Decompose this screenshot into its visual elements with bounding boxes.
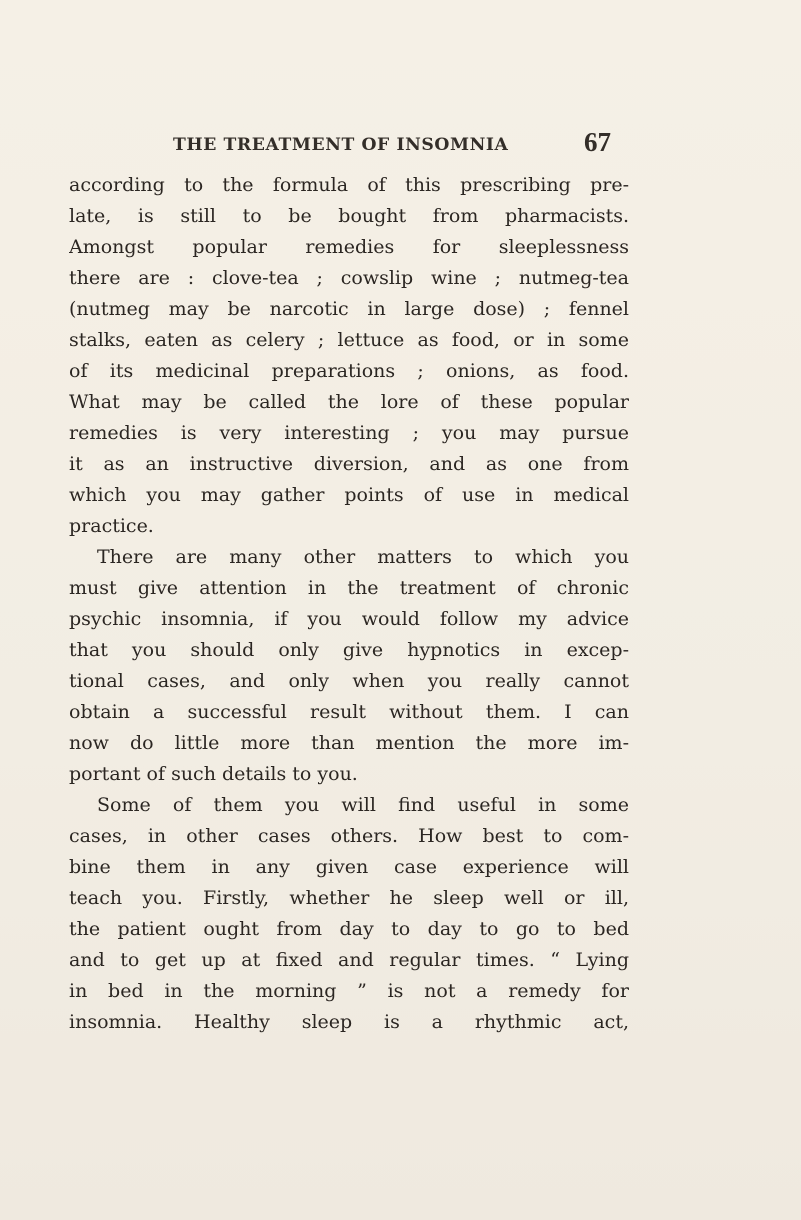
text-line: that you should only give hypnotics in excep- <box>69 639 629 661</box>
page-header <box>0 127 801 163</box>
text-line: Some of them you will find useful in some <box>97 794 629 816</box>
text-line: cases, in other cases others. How best to com- <box>69 825 629 847</box>
text-line: there are : clove-tea ; cowslip wine ; nutmeg-tea <box>69 267 629 289</box>
text-line: teach you. Firstly, whether he sleep well or ill, <box>69 887 629 909</box>
running-title: THE TREATMENT OF INSOMNIA <box>173 135 509 155</box>
text-line: the patient ought from day to day to go to bed <box>69 918 629 940</box>
text-line: psychic insomnia, if you would follow my advice <box>69 608 629 630</box>
text-line: (nutmeg may be narcotic in large dose) ; fennel <box>69 298 629 320</box>
text-line: There are many other matters to which you <box>97 546 629 568</box>
text-line: and to get up at fixed and regular times. “ Lying <box>69 949 629 971</box>
page-number: 67 <box>584 127 611 157</box>
text-line: Amongst popular remedies for sleeplessness <box>69 236 629 258</box>
text-line: according to the formula of this prescribing pre- <box>69 174 629 196</box>
text-line: which you may gather points of use in medical <box>69 484 629 506</box>
text-line: tional cases, and only when you really cannot <box>69 670 629 692</box>
text-line: What may be called the lore of these popular <box>69 391 629 413</box>
text-line: late, is still to be bought from pharmacists. <box>69 205 629 227</box>
body-text <box>69 170 629 1038</box>
text-line: in bed in the morning ” is not a remedy for <box>69 980 629 1002</box>
text-line: insomnia. Healthy sleep is a rhythmic act, <box>69 1011 629 1033</box>
text-line: bine them in any given case experience will <box>69 856 629 878</box>
text-line: of its medicinal preparations ; onions, as food. <box>69 360 629 382</box>
text-line: must give attention in the treatment of chronic <box>69 577 629 599</box>
text-line: obtain a successful result without them. I can <box>69 701 629 723</box>
text-line: now do little more than mention the more im- <box>69 732 629 754</box>
text-line: stalks, eaten as celery ; lettuce as food, or in some <box>69 329 629 351</box>
text-line: remedies is very interesting ; you may pursue <box>69 422 629 444</box>
text-line: portant of such details to you. <box>69 763 358 785</box>
text-line: practice. <box>69 515 154 537</box>
text-line: it as an instructive diversion, and as one from <box>69 453 629 475</box>
